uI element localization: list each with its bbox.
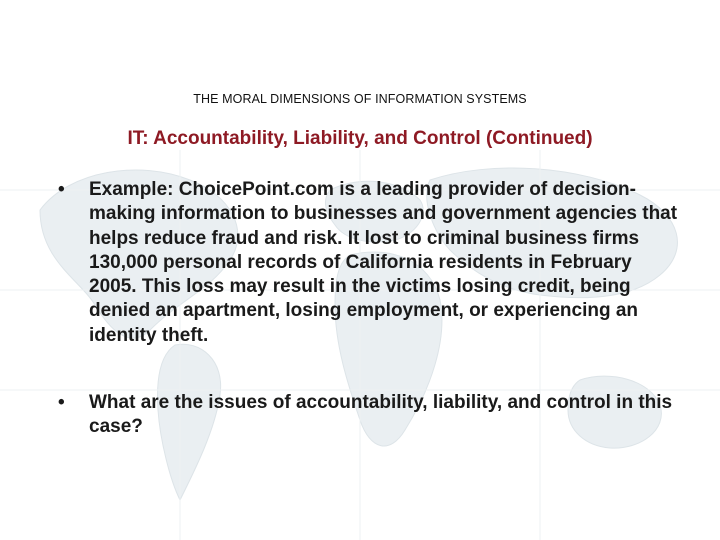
bullet-text: What are the issues of accountability, liability, and control in this case?	[89, 392, 673, 438]
slide-title: IT: Accountability, Liability, and Control (Continued)	[127, 128, 593, 149]
bullet-glyph: •	[58, 392, 65, 414]
bullet-glyph: •	[58, 179, 65, 200]
bullet-item-question	[58, 391, 678, 440]
bullet-item-example	[58, 178, 678, 348]
section-heading: THE MORAL DIMENSIONS OF INFORMATION SYSTEMS	[193, 92, 527, 106]
bullet-text: Example: ChoicePoint.com is a leading provider of decision-making information to businesses and government agencies that helps reduce fraud and risk. It lost to criminal business firms 130,000 personal records of California residents in February 2005. This loss may result in the victims losing credit, being denied an apartment, losing employment, or experiencing an identity theft.	[89, 179, 678, 346]
bullet-list	[58, 178, 678, 440]
